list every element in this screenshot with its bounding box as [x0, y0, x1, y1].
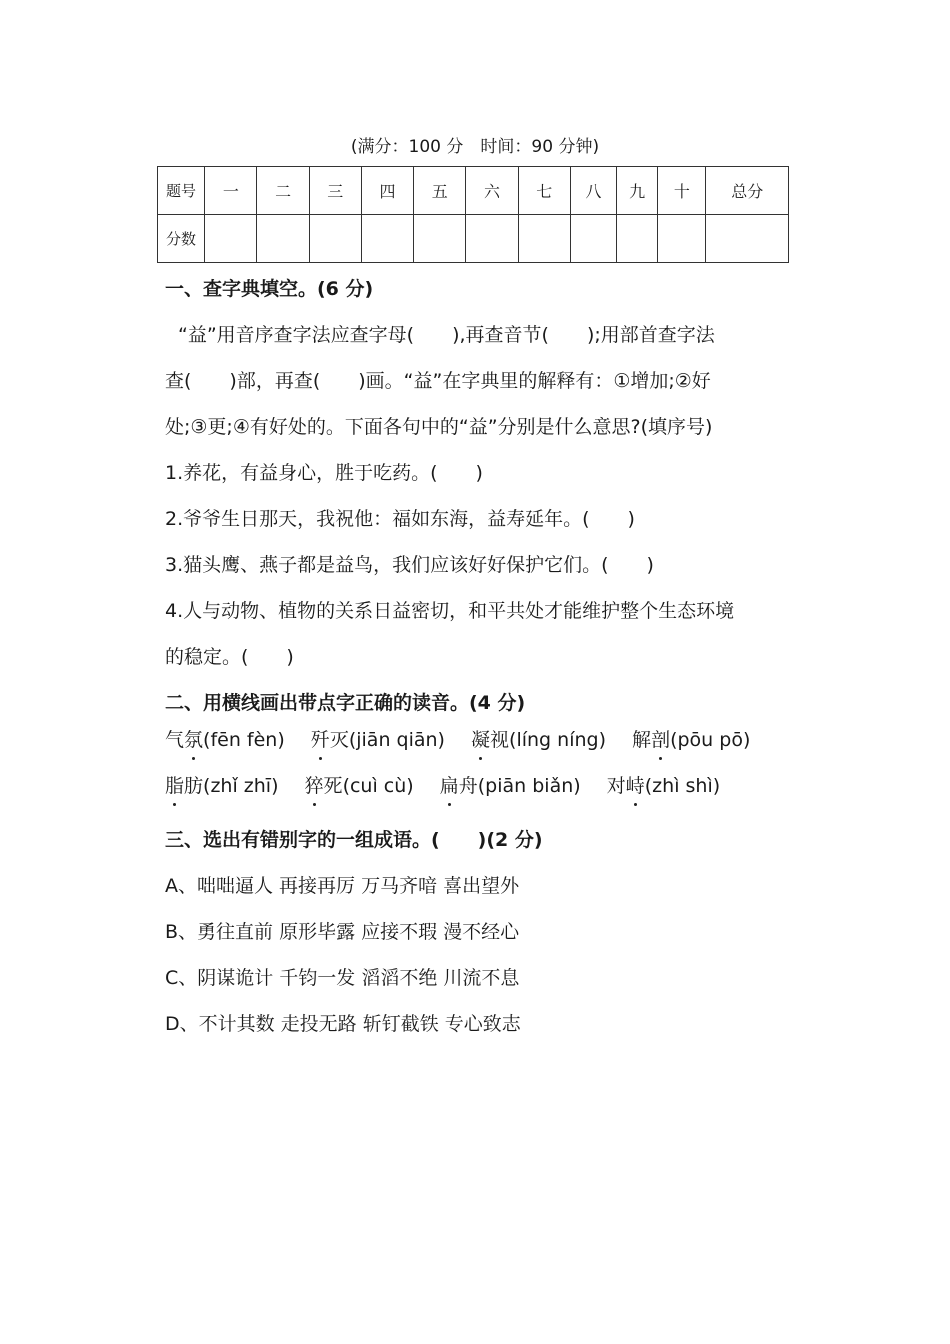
section1-para: “益”用音序查字法应查字母( ),再查音节( );用部首查字法	[178, 324, 715, 346]
score-table-score-row	[158, 215, 789, 263]
exam-info: (满分：100 分 时间：90 分钟)	[350, 137, 600, 157]
score-input-cell[interactable]	[205, 215, 257, 263]
score-cell: 四	[361, 167, 413, 215]
section1-title: 一、查字典填空。(6 分)	[165, 278, 374, 300]
question-2: 2.爷爷生日那天，我祝他：福如东海，益寿延年。( )	[165, 508, 635, 530]
option-b[interactable]: B、勇往直前 原形毕露 应接不瑕 漫不经心	[165, 921, 520, 943]
pinyin-row-2	[165, 773, 720, 799]
option-d[interactable]: D、不计其数 走投无路 斩钉截铁 专心致志	[165, 1013, 521, 1035]
score-cell: 十	[658, 167, 706, 215]
score-input-cell[interactable]	[414, 215, 466, 263]
score-cell: 分数	[158, 215, 205, 263]
question-4-cont: 的稳定。( )	[165, 646, 294, 668]
pinyin-item: 对峙(zhì shì)	[606, 775, 721, 797]
score-table-header-row	[158, 167, 789, 215]
question-3: 3.猫头鹰、燕子都是益鸟，我们应该好好保护它们。( )	[165, 554, 654, 576]
score-cell: 题号	[158, 167, 205, 215]
score-input-cell[interactable]	[257, 215, 309, 263]
score-input-cell[interactable]	[309, 215, 361, 263]
score-cell: 三	[309, 167, 361, 215]
pinyin-item: 脂肪(zhǐ zhī)	[165, 775, 279, 797]
section3-title: 三、选出有错别字的一组成语。( )(2 分)	[165, 829, 543, 851]
pinyin-item: 歼灭(jiān qiān)	[310, 729, 445, 751]
score-table	[157, 166, 789, 263]
section1-para: 查( )部，再查( )画。“益”在字典里的解释有：①增加;②好	[165, 370, 711, 392]
pinyin-item: 凝视(líng níng)	[471, 729, 606, 751]
score-cell: 八	[570, 167, 616, 215]
section2-title: 二、用横线画出带点字正确的读音。(4 分)	[165, 692, 526, 714]
question-4: 4.人与动物、植物的关系日益密切，和平共处才能维护整个生态环境	[165, 600, 735, 622]
score-input-cell[interactable]	[617, 215, 658, 263]
score-input-cell[interactable]	[361, 215, 413, 263]
option-c[interactable]: C、阴谋诡计 千钧一发 滔滔不绝 川流不息	[165, 967, 520, 989]
pinyin-item: 解剖(pōu pō)	[632, 729, 751, 751]
pinyin-item: 气氛(fēn fèn)	[165, 729, 285, 751]
score-input-cell[interactable]	[658, 215, 706, 263]
score-input-cell[interactable]	[466, 215, 518, 263]
option-a[interactable]: A、咄咄逼人 再接再厉 万马齐喑 喜出望外	[165, 875, 520, 897]
pinyin-row-1	[165, 727, 750, 753]
score-cell: 九	[617, 167, 658, 215]
score-input-cell[interactable]	[570, 215, 616, 263]
score-cell: 二	[257, 167, 309, 215]
section1-para: 处;③更;④有好处的。下面各句中的“益”分别是什么意思?(填序号)	[165, 416, 713, 438]
score-cell: 总分	[706, 167, 789, 215]
pinyin-item: 扁舟(piān biǎn)	[439, 775, 581, 797]
pinyin-item: 猝死(cuì cù)	[304, 775, 414, 797]
score-input-cell[interactable]	[518, 215, 570, 263]
score-cell: 五	[414, 167, 466, 215]
score-cell: 七	[518, 167, 570, 215]
score-cell: 一	[205, 167, 257, 215]
score-cell: 六	[466, 167, 518, 215]
question-1: 1.养花，有益身心，胜于吃药。( )	[165, 462, 483, 484]
score-input-cell[interactable]	[706, 215, 789, 263]
